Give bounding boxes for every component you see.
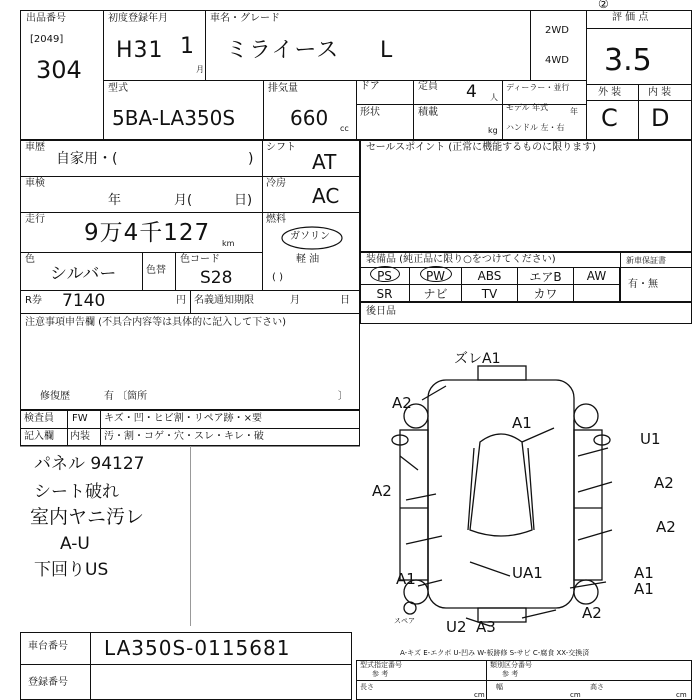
handle-label: ハンドル 左・右 [506,123,565,132]
damage-legend: A-キズ E-エクボ U-凹み W-板跡修 S-サビ C-腐食 XX-交換済 [400,649,590,657]
history-label: 車歴 [25,142,45,153]
chassis-label: 車台番号 [28,641,68,652]
model-label: 型式 [108,83,128,94]
dealer-label: ディーラー・並行 [506,83,570,92]
lot-number: 304 [36,56,82,84]
equipment-option-label: PW [425,269,446,283]
reg-era-year: H31 [116,38,164,63]
equipment-option-label: ABS [477,269,502,283]
equipment-option-row2-2[interactable] [462,285,518,302]
mark-right-a1-lower: A1 [634,580,654,598]
color-code-label: 色コード [180,254,220,265]
mark-rear-u2: U2 [446,618,467,636]
fuel-circle-mark [280,224,344,252]
note-5: 下回りUS [34,560,109,580]
sales-points-title: セールスポイント (正常に機能するものに限ります) [366,142,597,153]
equipment-option-row1-3[interactable] [518,268,574,284]
equipment-option-label: TV [481,286,498,301]
drive-2wd: 2WD [545,25,569,36]
length-label: 長さ [360,683,374,691]
notice-label: 名義通知期限 [194,295,254,306]
ref-2: 参 考 [502,670,519,678]
ac-label: 冷房 [266,178,286,189]
mark-rear-ua1: UA1 [512,564,543,582]
writer-label: 記入欄 [24,431,54,442]
equipment-option-label: SR [376,286,393,301]
exterior-grade: C [601,104,618,132]
notice-month: 月 [290,295,300,306]
equipment-option-row1-2[interactable] [462,268,518,284]
lot-bracket: [2049] [30,34,64,45]
mark-right-a2-upper: A2 [654,474,674,492]
model-value: 5BA-LA350S [112,106,236,130]
later-items-frame [360,302,692,324]
displacement-unit: cc [340,124,349,133]
equipment-option-row2-4[interactable] [574,285,620,302]
mark-rear-a3: A3 [476,618,496,636]
shift-value: AT [312,150,337,174]
recycle-unit: 円 [176,295,186,306]
equipment-circled-pw [420,266,452,282]
fuel-label: 燃料 [266,214,286,225]
interior-label: 内 装 [648,87,672,98]
history-value: 自家用・( [56,151,118,167]
warranty-label: 新車保証書 [626,256,666,265]
sales-points-frame [360,140,692,252]
width-unit: cm [570,691,581,699]
repair-value: 有 〔箇所 [104,391,148,402]
rating-value: 3.5 [604,43,652,78]
door-label: ドア [360,81,380,92]
exterior-label: 外 装 [598,87,622,98]
interior-section-label: 内装 [70,431,90,442]
repair-label: 修復歴 [40,391,70,402]
history-close: ) [248,151,254,167]
color-value: シルバー [50,264,117,284]
reg-no-label: 登録番号 [28,677,68,688]
fuel-paren: ( ) [272,272,283,283]
lot-label: 出品番号 [26,13,66,24]
equipment-option-row2-3[interactable] [518,285,574,302]
displacement-label: 排気量 [268,83,298,94]
color-code-value: S28 [200,268,233,288]
size-label-1: 型式指定番号 [360,661,402,669]
grade-value: L [380,38,394,63]
load-label: 積載 [418,107,438,118]
equipment-option-label: ナビ [423,287,448,301]
interior-marks: 汚・割・コゲ・穴・スレ・キレ・破 [104,431,264,442]
displacement-value: 660 [290,106,329,130]
note-2: シート破れ [34,482,119,502]
repair-close: 〕 [338,391,348,402]
equipment-option-label: エアB [529,269,562,284]
top-corner-mark: ② [598,0,609,11]
ac-value: AC [312,184,340,208]
reg-month-unit: 月 [196,65,204,74]
capacity-value: 4 [466,82,477,102]
rating-label: 評 価 点 [612,12,649,23]
recycle-value: 7140 [62,291,106,311]
mileage-value: 9万4千127 [84,220,211,246]
notice-day: 日 [340,295,350,306]
capacity-label: 定員 [418,81,438,92]
recycle-label: R券 [25,295,42,306]
note-3: 室内ヤニ汚レ [30,506,145,528]
mark-right-a2-lower: A2 [656,518,676,536]
name-label: 車名・グレード [210,13,280,24]
interior-grade: D [651,104,670,132]
equipment-option-label: AW [586,269,607,283]
ref-1: 参 考 [372,670,389,678]
inspection-label: 車検 [25,178,45,189]
mark-left-front-a2: A2 [392,394,412,412]
mileage-label: 走行 [25,214,45,225]
model-year-unit: 年 [570,107,578,116]
color-replace-label: 色替 [146,265,166,276]
equipment-option-label: PS [377,269,392,283]
mark-right-a1-upper: A1 [634,564,654,582]
mark-roof-a1: A1 [512,414,532,432]
fuel-gasoline: ガソリン [290,231,330,242]
reg-label: 初度登録年月 [108,13,168,24]
mark-right-u1: U1 [640,430,661,448]
reg-month: 1 [180,34,195,59]
notes-title: 注意事項申告欄 (不具合内容等は具体的に記入して下さい) [25,317,286,328]
width-label: 幅 [496,683,503,691]
inspection-year: 年 [108,193,122,208]
equipment-title: 装備品 (純正品に限り○をつけてください) [366,254,556,265]
warranty-value: 有・無 [628,279,658,290]
mark-left-a1: A1 [396,570,416,588]
fuel-diesel: 軽 油 [296,254,320,265]
mileage-unit: km [222,239,235,248]
exterior-marks: キズ・凹・ヒビ割・リペア跡・×要 [104,413,262,424]
name-value: ミライース [226,38,340,63]
spare-label: スペア [394,617,415,625]
color-label: 色 [25,254,35,265]
equipment-option-row1-4[interactable] [574,268,620,284]
fw-label: FW [72,413,88,424]
equipment-option-label: カワ [533,287,558,301]
height-label: 高さ [590,683,604,691]
model-year-label: モデル 年式 [506,103,549,112]
equipment-option-row2-1[interactable] [410,285,462,302]
size-label-2: 類別区分番号 [490,661,532,669]
mark-left-a2: A2 [372,482,392,500]
equipment-circled-ps [370,266,400,282]
note-1: パネル 94127 [34,454,145,474]
inspection-day: 日) [234,193,253,208]
inspection-month: 月( [174,193,193,208]
mark-rear-a2: A2 [582,604,602,622]
chassis-value: LA350S-0115681 [104,636,291,660]
equipment-option-row2-0[interactable] [360,285,410,302]
drive-4wd: 4WD [545,55,569,66]
note-4: A-U [60,534,90,554]
height-unit: cm [676,691,687,699]
capacity-unit: 人 [490,93,498,102]
shape-label: 形状 [360,107,380,118]
length-unit: cm [474,691,485,699]
shift-label: シフト [266,142,296,153]
inspector-label: 検査員 [24,413,54,424]
mark-front-zure-a1: ズレA1 [454,351,501,367]
load-unit: kg [488,126,498,135]
later-items-label: 後日品 [366,306,396,317]
